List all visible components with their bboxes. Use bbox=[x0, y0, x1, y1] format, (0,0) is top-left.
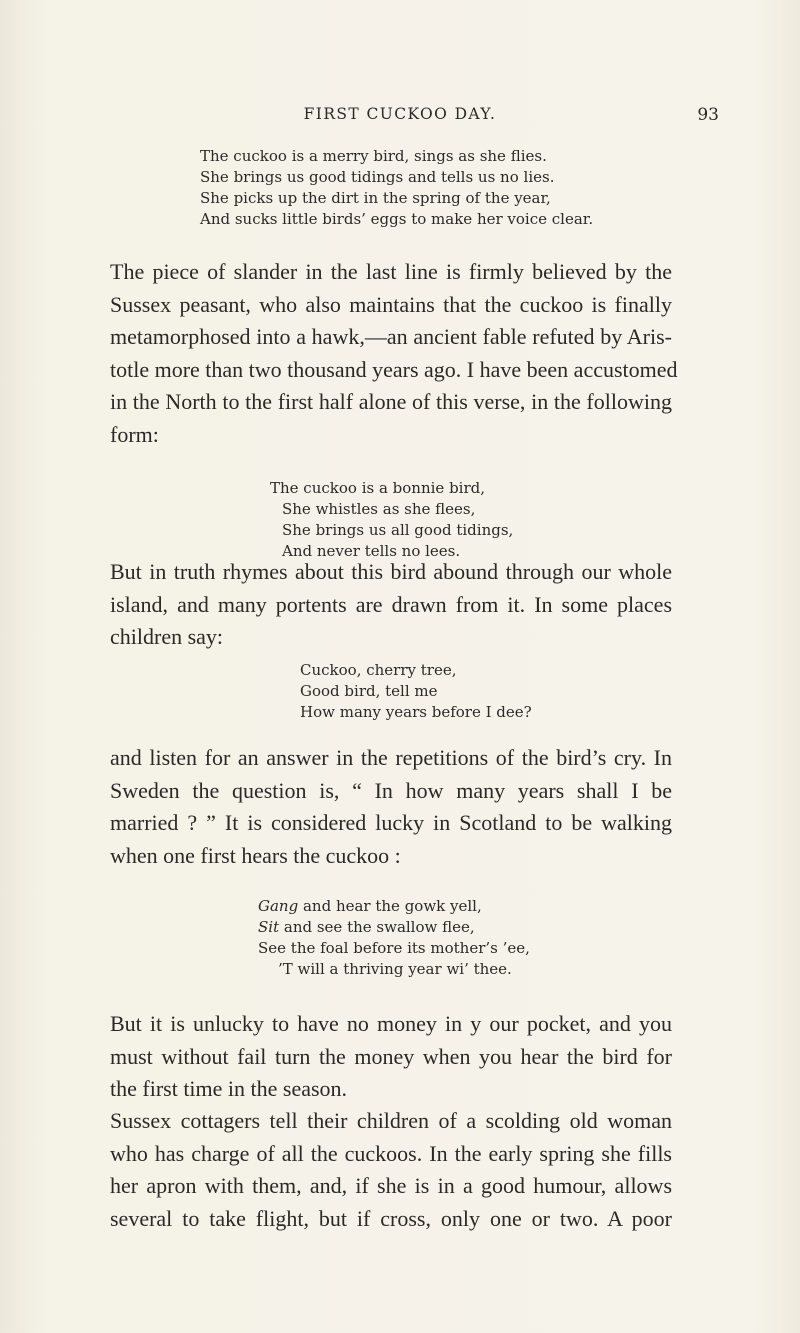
paragraph-2 bbox=[110, 556, 672, 654]
text-line: Sussex cottagers tell their children of a scolding old woman bbox=[110, 1108, 672, 1133]
verse-line: She whistles as she flees, bbox=[282, 500, 476, 518]
verse-line-rest: and hear the gowk yell, bbox=[298, 897, 482, 915]
text-line: form: bbox=[110, 421, 159, 447]
verse-line: The cuckoo is a merry bird, sings as she flies. bbox=[200, 147, 547, 165]
verse-quote-3 bbox=[300, 660, 532, 723]
verse-line: She picks up the dirt in the spring of the year, bbox=[200, 189, 551, 207]
running-title: FIRST CUCKOO DAY. bbox=[303, 105, 497, 123]
text-line: But in truth rhymes about this bird abound through our whole bbox=[110, 559, 672, 584]
verse-line: How many years before I dee? bbox=[300, 703, 532, 721]
verse-italic-word: Gang bbox=[258, 897, 299, 915]
text-line: The piece of slander in the last line is firmly believed by the bbox=[110, 259, 672, 284]
verse-line bbox=[258, 896, 530, 917]
verse-line: See the foal before its mother’s ’ee, bbox=[258, 939, 530, 957]
text-line: island, and many portents are drawn from it. In some places bbox=[110, 591, 672, 617]
text-line: several to take flight, but if cross, only one or two. A poor bbox=[110, 1205, 672, 1231]
paragraph-3 bbox=[110, 742, 672, 872]
text-line: Sweden the question is, “ In how many years shall I be bbox=[110, 777, 672, 803]
verse-quote-2 bbox=[270, 478, 513, 562]
verse-line: And never tells no lees. bbox=[282, 542, 461, 560]
text-line: metamorphosed into a hawk,—an ancient fable refuted by Aris- bbox=[110, 324, 672, 349]
text-line: But it is unlucky to have no money in y our pocket, and you bbox=[110, 1011, 672, 1036]
verse-line: She brings us all good tidings, bbox=[282, 521, 514, 539]
verse-line-rest: and see the swallow flee, bbox=[279, 918, 475, 936]
text-line: married ? ” It is considered lucky in Scotland to be walking bbox=[110, 810, 672, 835]
text-line: her apron with them, and, if she is in a good humour, allows bbox=[110, 1173, 672, 1198]
verse-quote-4 bbox=[258, 896, 530, 980]
text-line: who has charge of all the cuckoos. In the early spring she fills bbox=[110, 1140, 672, 1166]
paragraph-1 bbox=[110, 256, 678, 451]
verse-quote-1 bbox=[200, 146, 593, 230]
paragraph-5 bbox=[110, 1105, 672, 1235]
text-line: and listen for an answer in the repetitions of the bird’s cry. In bbox=[110, 745, 672, 770]
text-line: totle more than two thousand years ago. I have been accustomed bbox=[110, 356, 678, 382]
verse-line: The cuckoo is a bonnie bird, bbox=[270, 479, 486, 497]
verse-italic-word: Sit bbox=[258, 918, 280, 936]
text-line: children say: bbox=[110, 624, 224, 649]
verse-line: Cuckoo, cherry tree, bbox=[300, 661, 457, 679]
verse-line: Good bird, tell me bbox=[300, 682, 438, 700]
verse-line: And sucks little birds’ eggs to make her voice clear. bbox=[200, 210, 594, 228]
text-line: in the North to the first half alone of this verse, in the following bbox=[110, 389, 672, 414]
text-line: the first time in the season. bbox=[110, 1076, 348, 1101]
text-line: must without fail turn the money when you hear the bird for bbox=[110, 1043, 672, 1069]
verse-line bbox=[258, 917, 530, 938]
page-header bbox=[0, 105, 800, 129]
text-line: Sussex peasant, who also maintains that the cuckoo is finally bbox=[110, 291, 672, 317]
text-line: when one first hears the cuckoo : bbox=[110, 842, 401, 868]
verse-line: She brings us good tidings and tells us no lies. bbox=[200, 168, 555, 186]
paragraph-4 bbox=[110, 1008, 672, 1106]
page-number: 93 bbox=[697, 105, 719, 125]
verse-line: ’T will a thriving year wi’ thee. bbox=[278, 960, 512, 978]
